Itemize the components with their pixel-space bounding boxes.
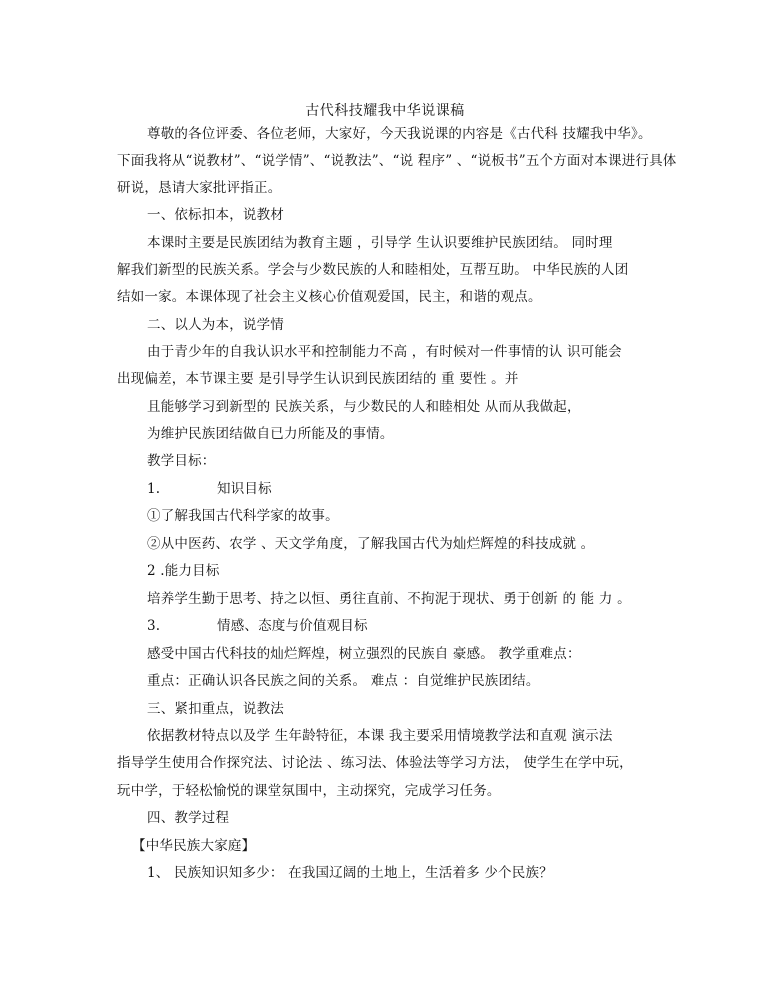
paragraph-line: 培养学生勤于思考、持之以恒、勇往直前、不拘泥于现状、勇于创新 的 能 力 。 <box>147 591 631 607</box>
list-item: 2 .能力目标 <box>147 563 220 579</box>
section-heading: 一、依标扣本，说教材 <box>147 207 284 223</box>
paragraph-line: 研说，恳请大家批评指正。 <box>117 180 282 196</box>
section-heading: 四、教学过程 <box>147 810 230 826</box>
paragraph-line: 指导学生使用合作探究法、讨论法 、练习法、体验法等学习方法， 使学生在学中玩， <box>117 755 633 771</box>
paragraph-line: ①了解我国古代科学家的故事。 <box>147 508 339 524</box>
list-number: 3. <box>147 618 161 634</box>
paragraph-line: 解我们新型的民族关系。学会与少数民族的人和睦相处，互帮互助。 中华民族的人团 <box>117 262 629 278</box>
paragraph-line: 重点：正确认识各民族之间的关系。 难点 ：自觉维护民族团结。 <box>147 673 540 689</box>
paragraph-line: 由于青少年的自我认识水平和控制能力不高 ，有时候对一件事情的认 识可能会 <box>147 344 622 360</box>
document-title: 古代科技耀我中华说课稿 <box>305 103 465 119</box>
paragraph-line: 结如一家。本课体现了社会主义核心价值观爱国，民主，和谐的观点。 <box>117 289 542 305</box>
paragraph-line: 依据教材特点以及学 生年龄特征，本课 我主要采用情境教学法和直观 演示法 <box>147 728 613 744</box>
paragraph-line: ②从中医药、农学 、天文学角度，了解我国古代为灿烂辉煌的科技成就 。 <box>147 536 595 552</box>
list-item <box>147 616 687 636</box>
paragraph-line: 尊敬的各位评委、各位老师，大家好，今天我说课的内容是《古代科 技耀我中华》。 <box>147 126 652 142</box>
section-heading: 二、以人为本，说学情 <box>147 317 284 333</box>
paragraph-line: 为维护民族团结做自已力所能及的事情。 <box>147 426 394 442</box>
paragraph-line: 感受中国古代科技的灿烂辉煌，树立强烈的民族自 豪感。 教学重难点： <box>147 646 581 662</box>
paragraph-line: 出现偏差，本节课主要 是引导学生认识到民族团结的 重 要性 。并 <box>117 371 519 387</box>
paragraph-line: 且能够学习到新型的 民族关系，与少数民的人和睦相处 从而从我做起， <box>147 399 581 415</box>
paragraph-line: 玩中学，于轻松愉悦的课堂氛围中，主动探究，完成学习任务。 <box>117 783 501 799</box>
list-item-label: 知识目标 <box>217 481 272 497</box>
paragraph-line: 本课时主要是民族团结为教育主题 ，引导学 生认识要维护民族团结。 同时理 <box>147 235 613 251</box>
subheading: 【中华民族大家庭】 <box>132 838 256 854</box>
list-number: 1. <box>147 481 161 497</box>
list-item <box>147 479 687 499</box>
paragraph-line: 下面我将从“说教材”、“说学情”、“说教法”、“说 程序” 、“说板书”五个方面对本课进行具体 <box>117 153 677 169</box>
list-item: 1、 民族知识知多少： 在我国辽阔的土地上，生活着多 少个民族？ <box>147 865 553 881</box>
list-item-label: 情感、态度与价值观目标 <box>217 618 368 634</box>
section-heading: 三、紧扣重点，说教法 <box>147 701 284 717</box>
subheading: 教学目标： <box>147 453 216 469</box>
